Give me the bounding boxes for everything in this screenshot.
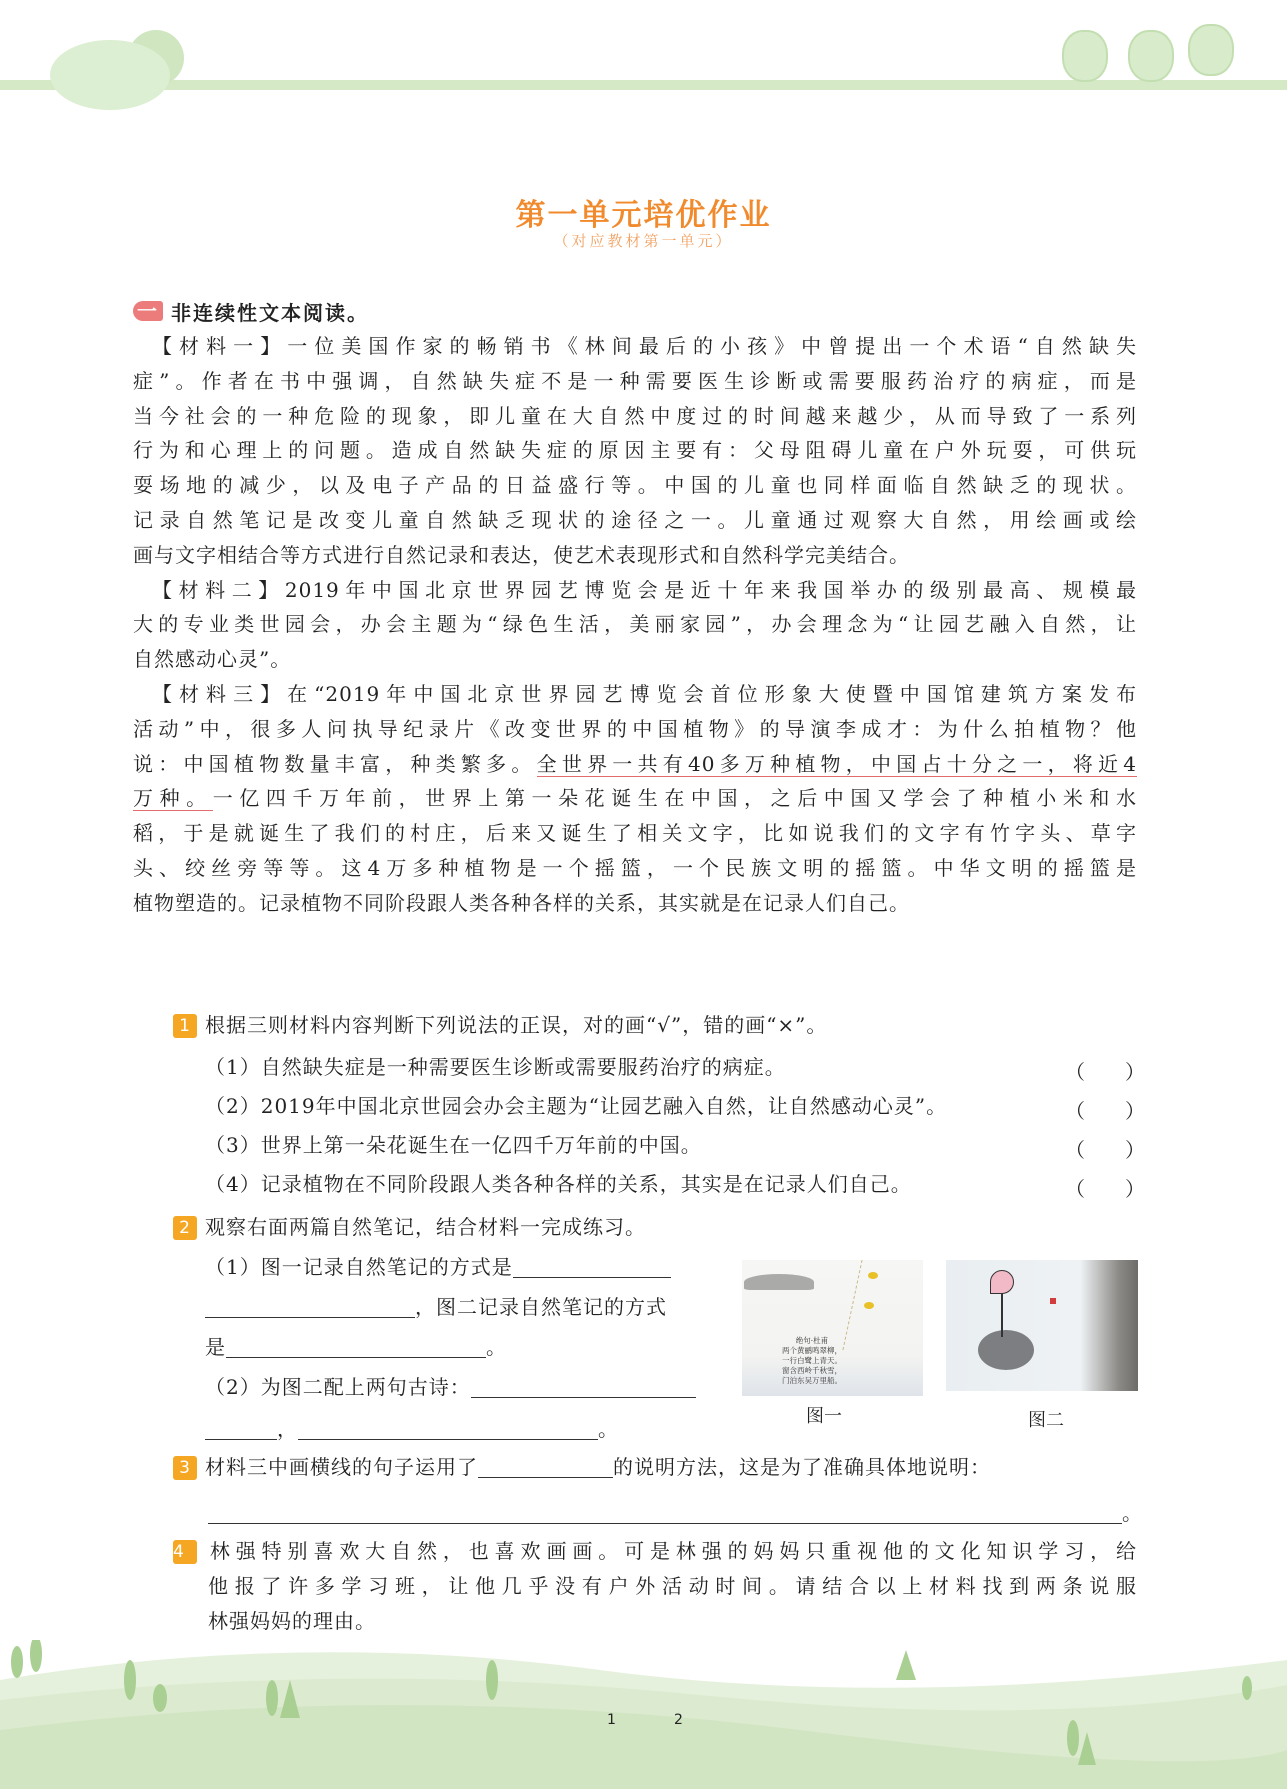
text-line: 画与文字相结合等方式进行自然记录和表达，使艺术表现形式和自然科学完美结合。 [133,542,910,567]
lotus-bud [990,1270,1014,1294]
question-text: 林强特别喜欢大自然，也喜欢画画。可是林强的妈妈只重视他的文化知识学习，给 [205,1539,1137,1563]
text-line: 他报了许多学习班，让他几乎没有户外活动时间。请结合以上材料找到两条说服 [208,1573,1137,1598]
text-line: 林强妈妈的理由。 [208,1608,376,1633]
question-number: 3 [173,1456,197,1480]
prompt-text: ，图二记录自然笔记的方式 [415,1295,667,1319]
bird-icon [864,1302,874,1309]
answer-blank[interactable] [471,1373,696,1398]
text-line: 【材料三】在“2019年中国北京世界园艺博览会首位形象大使暨中国馆建筑方案发布 [152,681,1137,706]
mountain-shape [744,1274,814,1290]
question-text: 材料三中画横线的句子运用了 [205,1455,478,1479]
figure-two-image [946,1260,1138,1391]
question-text: 根据三则材料内容判断下列说法的正误，对的画“√”，错的画“×”。 [205,1013,828,1037]
answer-blank[interactable] [478,1453,613,1478]
q2-sub1-line1 [205,1250,671,1285]
page-number-left: 1 [607,1712,616,1728]
question-text: 观察右面两篇自然笔记，结合材料一完成练习。 [205,1215,646,1239]
question-number: 1 [173,1014,197,1038]
cat-decoration-icon [1062,30,1108,82]
judgement-item: （3）世界上第一朵花诞生在一亿四千万年前的中国。 [205,1133,702,1157]
text-line [133,747,1137,782]
hills-footer-decoration [0,1640,1287,1789]
prompt-text: 是 [205,1335,226,1359]
judgement-item: （1）自然缺失症是一种需要医生诊断或需要服药治疗的病症。 [205,1055,786,1079]
text-line: 植物塑造的。记录植物不同阶段跟人类各种各样的关系，其实就是在记录人们自己。 [133,890,910,915]
q2-sub1-line3 [205,1330,507,1365]
prompt-text: （2）为图二配上两句古诗： [205,1375,471,1399]
underlined-sentence: 万种。 [133,786,213,811]
question-text: 的说明方法，这是为了准确具体地说明： [613,1455,991,1479]
answer-parentheses[interactable]: （ ） [1065,1099,1145,1123]
text-line: 自然感动心灵”。 [133,647,292,672]
text-line: 症”。作者在书中强调，自然缺失症不是一种需要医生诊断或需要服药治疗的病症，而是 [133,368,1137,393]
q2-sub2-line1 [205,1370,696,1405]
dragonfly-icon [1050,1298,1056,1304]
answer-parentheses[interactable]: （ ） [1065,1138,1145,1162]
figure-two-caption: 图二 [1028,1410,1064,1431]
punctuation: 。 [1122,1501,1143,1525]
q3-answer-line [208,1496,1143,1531]
bird-icon [868,1272,878,1279]
judgement-item: （4）记录植物在不同阶段跟人类各种各样的关系，其实是在记录人们自己。 [205,1172,912,1196]
text-line [173,1534,1137,1569]
answer-blank[interactable] [513,1253,671,1278]
punctuation: 。 [486,1335,507,1359]
text-line: 耍场地的减少，以及电子产品的日益盛行等。中国的儿童也同样面临自然缺乏的现状。 [133,473,1137,498]
judgement-item: （2）2019年中国北京世园会办会主题为“让园艺融入自然，让自然感动心灵”。 [205,1094,948,1118]
page-subtitle: （对应教材第一单元） [553,232,734,250]
answer-blank[interactable] [208,1499,1122,1524]
text-line: 记录自然笔记是改变儿童自然缺乏现状的途径之一。儿童通过观察大自然，用绘画或绘 [133,507,1137,532]
text-line: 行为和心理上的问题。造成自然缺失症的原因主要有：父母阻碍儿童在户外玩耍，可供玩 [133,438,1137,463]
lotus-leaf [978,1330,1034,1370]
punctuation: 。 [598,1417,619,1441]
poem-line: 一行白鹭上青天。 [782,1356,842,1365]
answer-blank[interactable] [205,1415,277,1440]
answer-blank[interactable] [298,1415,598,1440]
q2-sub2-line2 [205,1412,619,1447]
poem-line: 绝句·杜甫 [795,1336,829,1345]
text-line: 稻，于是就诞生了我们的村庄，后来又诞生了相关文字，比如说我们的文字有竹字头、草字 [133,821,1137,846]
text-line: 当今社会的一种危险的现象，即儿童在大自然中度过的时间越来越少，从而导致了一系列 [133,403,1137,428]
text-line: 【材料一】一位美国作家的畅销书《林间最后的小孩》中曾提出一个术语“自然缺失 [152,334,1137,358]
text-line: 【材料二】2019年中国北京世界园艺博览会是近十年来我国举办的级别最高、规模最 [152,577,1137,602]
text-line: 活动”中，很多人问执导纪录片《改变世界的中国植物》的导演李成才：为什么拍植物？他 [133,716,1137,741]
poem-line: 窗含西岭千秋雪， [782,1366,842,1375]
text-line [133,781,1137,816]
section-label: 非连续性文本阅读。 [171,301,369,325]
header-band [0,80,1287,90]
dog-decoration-icon [1188,24,1234,76]
underlined-sentence: 全世界一共有40多万种植物，中国占十分之一，将近4 [536,751,1137,776]
poem-text [766,1336,858,1386]
text-line: 头、绞丝旁等等。这4万多种植物是一个摇篮，一个民族文明的摇篮。中华文明的摇篮是 [133,855,1137,880]
text-segment: 一亿四千万年前，世界上第一朵花诞生在中国，之后中国又学会了种植小米和水 [212,786,1137,811]
figure-one-image [742,1260,923,1396]
punctuation: ， [277,1417,298,1441]
cloud-decoration [50,40,170,110]
answer-blank[interactable] [205,1293,415,1318]
monkey-decoration-icon [1128,30,1174,82]
answer-parentheses[interactable]: （ ） [1065,1177,1145,1201]
text-line: 大的专业类世园会，办会主题为“绿色生活，美丽家园”，办会理念为“让园艺融入自然，让 [133,612,1137,637]
question-1 [173,1008,827,1043]
text-segment: 说：中国植物数量丰富，种类繁多。 [133,751,537,776]
question-2 [173,1210,646,1245]
page-number-right: 2 [674,1712,683,1728]
question-number: 4 [173,1540,197,1564]
question-3 [173,1450,991,1485]
question-number: 2 [173,1216,197,1240]
poem-line: 两个黄鹂鸣翠柳， [782,1346,842,1355]
section-badge: 一 [133,301,163,321]
q2-sub1-line2 [205,1290,667,1325]
figure-one-caption: 图一 [806,1406,842,1427]
poem-line: 门泊东吴万里船。 [782,1376,842,1385]
page-title: 第一单元培优作业 [515,198,772,233]
answer-blank[interactable] [226,1333,486,1358]
answer-parentheses[interactable]: （ ） [1065,1060,1145,1084]
question-4 [173,1534,1137,1638]
prompt-text: （1）图一记录自然笔记的方式是 [205,1255,513,1279]
material-one [133,329,1137,921]
section-heading [133,297,369,326]
